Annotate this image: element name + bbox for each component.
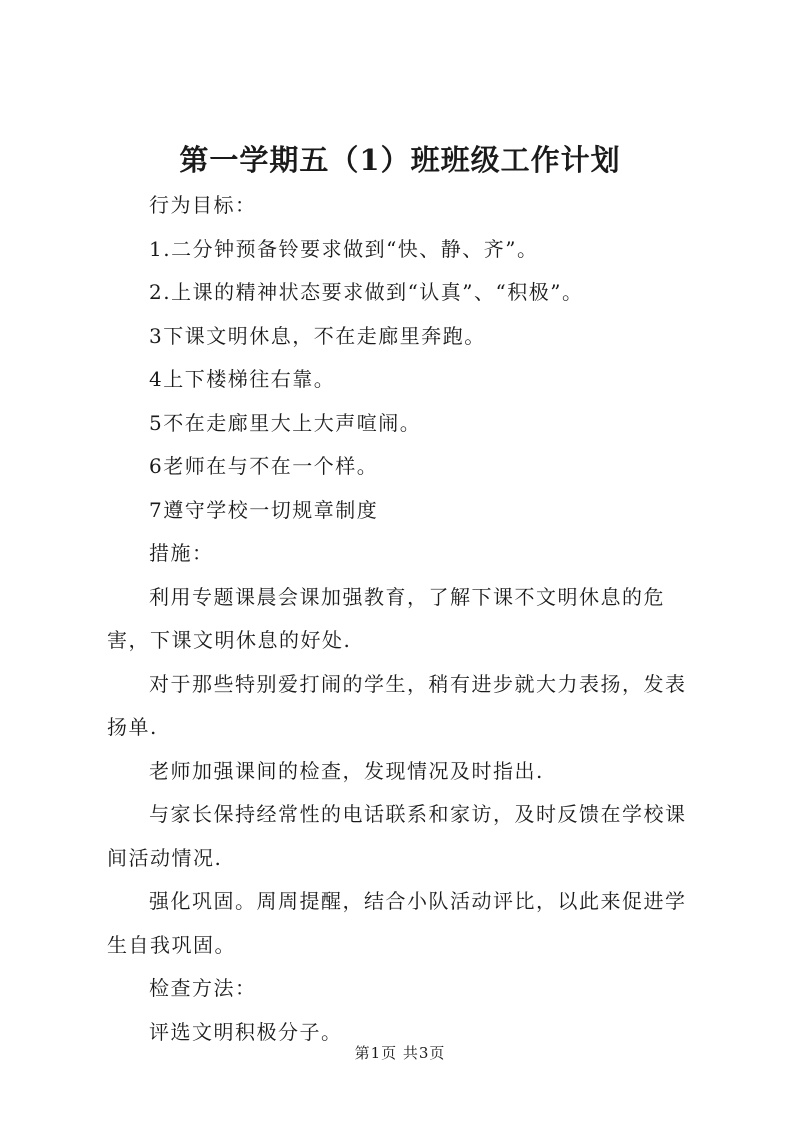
paragraph-goals-heading: 行为目标： (149, 193, 257, 217)
paragraph-measure-4: 与家长保持经常性的电话联系和家访，及时反馈在学校课间活动情况. (107, 802, 687, 870)
paragraph-measure-5: 强化巩固。周周提醒，结合小队活动评比，以此来促进学生自我巩固。 (107, 889, 687, 957)
paragraph-goal-3: 3下课文明休息，不在走廊里奔跑。 (149, 323, 486, 348)
paragraph-measure-3: 老师加强课间的检查，发现情况及时指出. (149, 758, 544, 783)
page-number-footer: 第1页 共3页 (354, 1044, 446, 1062)
paragraph-measure-2: 对于那些特别爱打闹的学生，稍有进步就大力表扬，发表扬单. (107, 671, 687, 739)
paragraph-goal-1: 1.二分钟预备铃要求做到“快、静、齐”。 (149, 236, 539, 261)
paragraph-goal-4: 4上下楼梯往右靠。 (149, 367, 336, 391)
paragraph-goal-5: 5不在走廊里大上大声喧闹。 (149, 410, 422, 435)
document-body (107, 184, 697, 1054)
paragraph-goal-7: 7遵守学校一切规章制度 (149, 497, 379, 522)
paragraph-goal-2: 2.上课的精神状态要求做到“认真”、“积极”。 (149, 280, 584, 304)
paragraph-goal-6: 6老师在与不在一个样。 (149, 454, 379, 478)
paragraph-measure-1: 利用专题课晨会课加强教育，了解下课不文明休息的危害，下课文明休息的好处. (107, 584, 665, 652)
paragraph-check-1: 评选文明积极分子。 (149, 1019, 343, 1044)
paragraph-measures-heading: 措施： (149, 541, 214, 565)
document-title: 第一学期五（1）班班级工作计划 (179, 143, 621, 177)
paragraph-check-heading: 检查方法： (149, 976, 257, 1000)
